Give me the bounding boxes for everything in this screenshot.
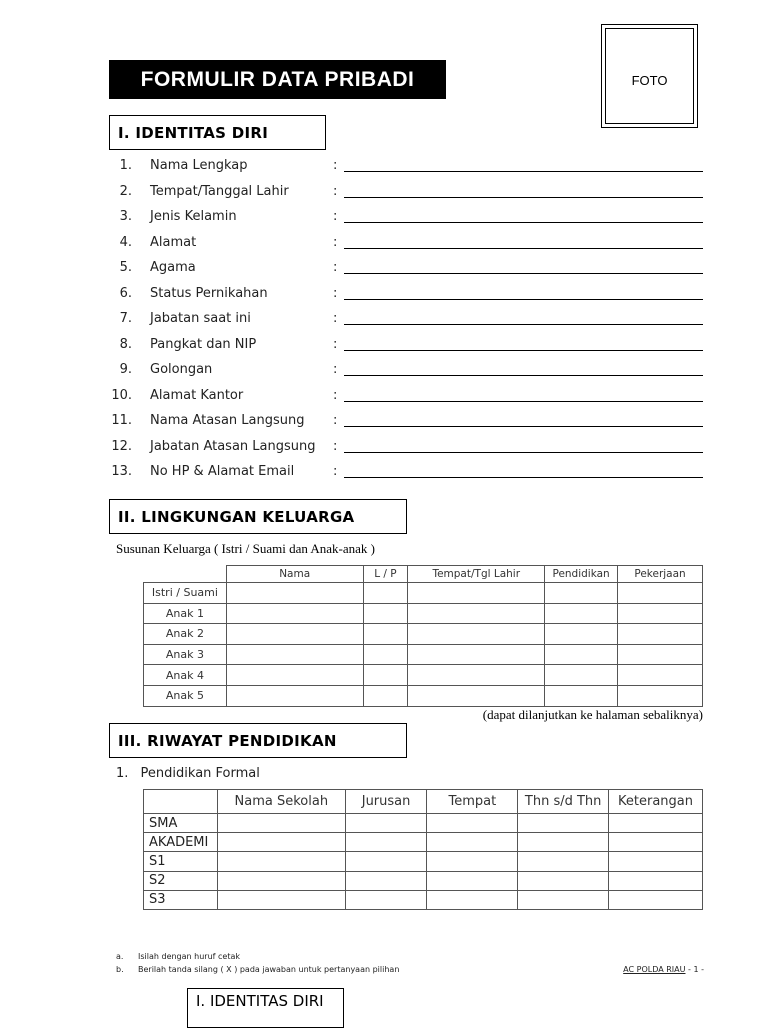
education-cell[interactable] xyxy=(427,890,518,909)
education-cell[interactable] xyxy=(609,833,703,852)
family-row xyxy=(144,644,703,665)
field-input-line[interactable] xyxy=(344,375,703,376)
family-cell[interactable] xyxy=(226,624,363,645)
education-col-header: Nama Sekolah xyxy=(217,790,345,814)
education-row xyxy=(144,852,703,871)
field-label: Tempat/Tanggal Lahir xyxy=(150,183,289,199)
field-colon: : xyxy=(333,336,338,352)
family-cell[interactable] xyxy=(363,603,408,624)
field-input-line[interactable] xyxy=(344,426,703,427)
footer-note-text: Berilah tanda silang ( X ) pada jawaban untuk pertanyaan pilihan xyxy=(138,965,400,974)
education-cell[interactable] xyxy=(217,833,345,852)
education-row-label: AKADEMI xyxy=(144,833,218,852)
identitas-field-row xyxy=(0,158,768,183)
field-label: No HP & Alamat Email xyxy=(150,464,295,479)
education-row xyxy=(144,871,703,890)
family-cell[interactable] xyxy=(545,583,618,604)
field-number: 6. xyxy=(119,285,132,301)
education-cell[interactable] xyxy=(345,814,427,833)
education-col-header: Tempat xyxy=(427,790,518,814)
family-col-header: Tempat/Tgl Lahir xyxy=(408,566,545,583)
field-number: 12. xyxy=(111,438,132,454)
family-cell[interactable] xyxy=(363,644,408,665)
identitas-field-row xyxy=(0,337,768,362)
field-colon: : xyxy=(333,387,338,403)
field-label: Status Pernikahan xyxy=(150,285,268,301)
education-table xyxy=(143,789,703,910)
family-col-header: Nama xyxy=(226,566,363,583)
education-cell[interactable] xyxy=(609,890,703,909)
family-cell[interactable] xyxy=(408,603,545,624)
family-cell[interactable] xyxy=(408,624,545,645)
family-cell[interactable] xyxy=(226,665,363,686)
family-cell[interactable] xyxy=(545,624,618,645)
education-cell[interactable] xyxy=(427,871,518,890)
family-row xyxy=(144,624,703,645)
next-page-section-title: I. IDENTITAS DIRI xyxy=(196,992,324,1010)
family-row-label: Anak 1 xyxy=(144,603,227,624)
family-cell[interactable] xyxy=(408,685,545,706)
section-pendidikan-heading xyxy=(109,723,407,758)
family-row-label: Anak 4 xyxy=(144,665,227,686)
family-header-row xyxy=(144,566,703,583)
family-cell[interactable] xyxy=(618,685,703,706)
section-identitas-heading xyxy=(109,115,326,150)
page-number: - 1 - xyxy=(685,965,704,974)
education-cell[interactable] xyxy=(609,871,703,890)
form-title xyxy=(109,60,446,99)
family-cell[interactable] xyxy=(618,603,703,624)
field-label: Pangkat dan NIP xyxy=(150,336,257,352)
education-row-label: SMA xyxy=(144,814,218,833)
section-pendidikan-title: III. RIWAYAT PENDIDIKAN xyxy=(118,731,337,750)
education-cell[interactable] xyxy=(609,852,703,871)
field-colon: : xyxy=(333,413,338,428)
family-row-label: Anak 5 xyxy=(144,685,227,706)
education-cell[interactable] xyxy=(518,890,609,909)
family-cell[interactable] xyxy=(226,583,363,604)
education-col-header: Jurusan xyxy=(345,790,427,814)
section-keluarga-heading xyxy=(109,499,407,534)
family-cell[interactable] xyxy=(226,685,363,706)
identitas-field-row xyxy=(0,464,768,489)
family-cell[interactable] xyxy=(363,624,408,645)
field-label: Nama Lengkap xyxy=(150,158,248,173)
field-colon: : xyxy=(333,260,338,275)
field-label: Agama xyxy=(150,260,196,275)
family-row xyxy=(144,603,703,624)
field-input-line[interactable] xyxy=(344,248,703,249)
field-number: 3. xyxy=(119,209,132,224)
education-cell[interactable] xyxy=(217,852,345,871)
field-number: 10. xyxy=(111,387,132,403)
field-colon: : xyxy=(333,209,338,224)
field-number: 13. xyxy=(111,464,132,479)
education-cell[interactable] xyxy=(427,814,518,833)
identitas-field-row xyxy=(0,311,768,336)
family-cell[interactable] xyxy=(408,665,545,686)
footer-note-marker: a. xyxy=(116,952,124,961)
education-cell[interactable] xyxy=(217,871,345,890)
field-number: 11. xyxy=(111,413,132,428)
education-cell[interactable] xyxy=(345,833,427,852)
field-number: 9. xyxy=(119,362,132,377)
page-reference: AC POLDA RIAU xyxy=(623,965,686,974)
family-row-label: Anak 2 xyxy=(144,624,227,645)
education-cell[interactable] xyxy=(518,871,609,890)
section-keluarga-title: II. LINGKUNGAN KELUARGA xyxy=(118,507,355,526)
education-cell[interactable] xyxy=(217,890,345,909)
field-number: 2. xyxy=(119,183,132,199)
family-cell[interactable] xyxy=(226,603,363,624)
family-cell[interactable] xyxy=(545,665,618,686)
family-cell[interactable] xyxy=(226,644,363,665)
field-colon: : xyxy=(333,438,338,454)
identitas-field-row xyxy=(0,413,768,438)
field-label: Jenis Kelamin xyxy=(150,209,237,224)
family-cell[interactable] xyxy=(545,644,618,665)
field-number: 5. xyxy=(119,260,132,275)
family-cell[interactable] xyxy=(408,583,545,604)
family-cell[interactable] xyxy=(618,583,703,604)
education-row xyxy=(144,890,703,909)
field-input-line[interactable] xyxy=(344,350,703,351)
family-header-corner xyxy=(144,566,227,583)
education-row-label: S3 xyxy=(144,890,218,909)
photo-label: FOTO xyxy=(631,73,668,88)
photo-frame xyxy=(605,28,694,124)
formal-education-number: 1. xyxy=(116,766,129,781)
education-row xyxy=(144,814,703,833)
family-row xyxy=(144,583,703,604)
family-subtitle: Susunan Keluarga ( Istri / Suami dan Anak-anak ) xyxy=(116,541,375,556)
identitas-field-row xyxy=(0,388,768,413)
family-cell[interactable] xyxy=(618,644,703,665)
education-col-header: Thn s/d Thn xyxy=(518,790,609,814)
section-identitas-title: I. IDENTITAS DIRI xyxy=(118,123,269,142)
form-title-text: FORMULIR DATA PRIBADI xyxy=(140,67,415,91)
formal-education-text: Pendidikan Formal xyxy=(140,766,260,781)
field-colon: : xyxy=(333,158,338,173)
field-input-line[interactable] xyxy=(344,299,703,300)
field-input-line[interactable] xyxy=(344,401,703,402)
education-cell[interactable] xyxy=(427,833,518,852)
family-cell[interactable] xyxy=(618,665,703,686)
education-col-header: Keterangan xyxy=(609,790,703,814)
education-cell[interactable] xyxy=(345,871,427,890)
identitas-field-row xyxy=(0,184,768,209)
education-header-corner xyxy=(144,790,218,814)
family-row xyxy=(144,665,703,686)
formal-education-label xyxy=(116,766,260,781)
photo-box xyxy=(601,24,698,128)
field-label: Alamat xyxy=(150,234,197,250)
field-label: Jabatan saat ini xyxy=(150,311,251,326)
family-row-label: Anak 3 xyxy=(144,644,227,665)
field-input-line[interactable] xyxy=(344,171,703,172)
field-label: Alamat Kantor xyxy=(150,387,244,403)
field-input-line[interactable] xyxy=(344,452,703,453)
field-input-line[interactable] xyxy=(344,273,703,274)
education-cell[interactable] xyxy=(217,814,345,833)
footer-note-text: Isilah dengan huruf cetak xyxy=(138,952,241,961)
education-cell[interactable] xyxy=(427,852,518,871)
page-footer xyxy=(623,965,704,974)
field-number: 7. xyxy=(119,311,132,326)
education-row xyxy=(144,833,703,852)
family-col-header: Pendidikan xyxy=(545,566,618,583)
identitas-field-row xyxy=(0,235,768,260)
family-cell[interactable] xyxy=(545,603,618,624)
education-cell[interactable] xyxy=(518,814,609,833)
field-label: Nama Atasan Langsung xyxy=(150,413,305,428)
family-col-header: Pekerjaan xyxy=(618,566,703,583)
education-cell[interactable] xyxy=(609,814,703,833)
education-row-label: S2 xyxy=(144,871,218,890)
field-number: 1. xyxy=(119,158,132,173)
education-header-row xyxy=(144,790,703,814)
family-cell[interactable] xyxy=(618,624,703,645)
footer-note-marker: b. xyxy=(116,965,124,974)
field-colon: : xyxy=(333,362,338,377)
education-cell[interactable] xyxy=(345,890,427,909)
family-col-header: L / P xyxy=(363,566,408,583)
family-cell[interactable] xyxy=(363,583,408,604)
education-cell[interactable] xyxy=(518,852,609,871)
family-row-label: Istri / Suami xyxy=(144,583,227,604)
education-cell[interactable] xyxy=(518,833,609,852)
footer-note-a xyxy=(116,952,241,961)
family-cell[interactable] xyxy=(545,685,618,706)
field-colon: : xyxy=(333,234,338,250)
field-number: 8. xyxy=(119,336,132,352)
field-colon: : xyxy=(333,285,338,301)
family-cell[interactable] xyxy=(408,644,545,665)
identitas-field-row xyxy=(0,209,768,234)
field-input-line[interactable] xyxy=(344,222,703,223)
field-number: 4. xyxy=(119,234,132,250)
field-input-line[interactable] xyxy=(344,324,703,325)
field-input-line[interactable] xyxy=(344,477,703,478)
field-colon: : xyxy=(333,183,338,199)
education-cell[interactable] xyxy=(345,852,427,871)
identitas-field-row xyxy=(0,439,768,464)
field-label: Golongan xyxy=(150,362,213,377)
field-input-line[interactable] xyxy=(344,197,703,198)
family-cell[interactable] xyxy=(363,665,408,686)
education-row-label: S1 xyxy=(144,852,218,871)
identitas-field-row xyxy=(0,286,768,311)
identitas-field-row xyxy=(0,260,768,285)
field-colon: : xyxy=(333,464,338,479)
family-row xyxy=(144,685,703,706)
identitas-field-row xyxy=(0,362,768,387)
family-cell[interactable] xyxy=(363,685,408,706)
continuation-note: (dapat dilanjutkan ke halaman sebaliknya) xyxy=(482,707,703,722)
family-table xyxy=(143,565,703,707)
footer-note-b xyxy=(116,965,400,974)
field-colon: : xyxy=(333,311,338,326)
field-label: Jabatan Atasan Langsung xyxy=(150,438,316,454)
next-page-section-heading xyxy=(187,988,344,1028)
